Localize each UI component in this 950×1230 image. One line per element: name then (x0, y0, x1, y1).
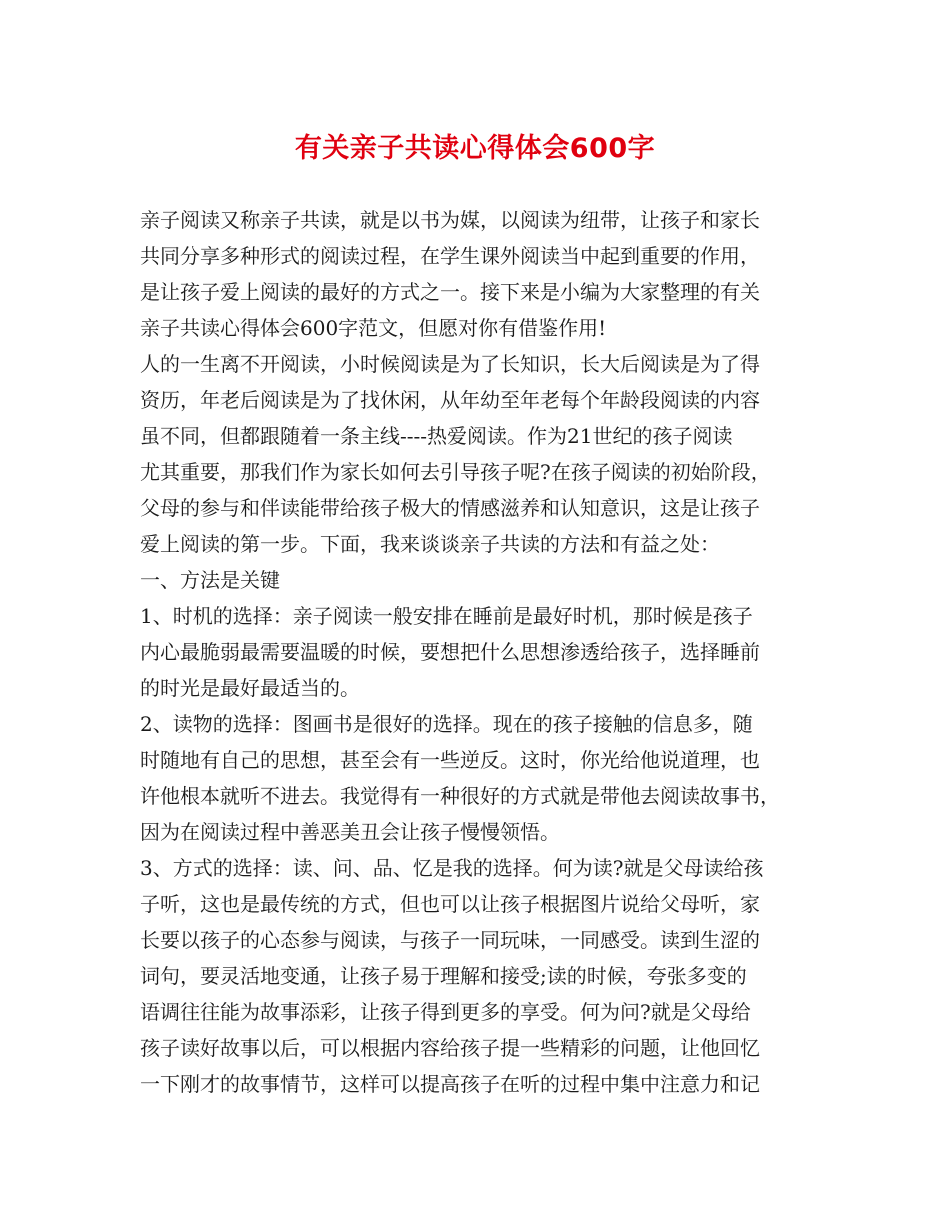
section-heading: 一、方法是关键 (140, 568, 280, 592)
text-line: 虽不同，但都跟随着一条主线----热爱阅读。作为21世纪的孩子阅读 (140, 424, 733, 448)
text-line: 是让孩子爱上阅读的最好的方式之一。接下来是小编为大家整理的有关 (140, 280, 760, 304)
text-line: 亲子共读心得体会600字范文，但愿对你有借鉴作用! (140, 316, 607, 340)
text-line: 3、方式的选择：读、问、品、忆是我的选择。何为读?就是父母读给孩 (140, 856, 764, 880)
text-line: 爱上阅读的第一步。下面，我来谈谈亲子共读的方法和有益之处： (140, 532, 720, 556)
text-line: 的时光是最好最适当的。 (140, 676, 360, 700)
text-line: 孩子读好故事以后，可以根据内容给孩子提一些精彩的问题，让他回忆 (140, 1036, 760, 1060)
text-line: 亲子阅读又称亲子共读，就是以书为媒，以阅读为纽带，让孩子和家长 (140, 208, 760, 232)
text-line: 2、读物的选择：图画书是很好的选择。现在的孩子接触的信息多，随 (140, 712, 753, 736)
text-line: 父母的参与和伴读能带给孩子极大的情感滋养和认知意识，这是让孩子 (140, 496, 760, 520)
text-line: 一下刚才的故事情节，这样可以提高孩子在听的过程中集中注意力和记 (140, 1072, 760, 1096)
text-line: 人的一生离不开阅读，小时候阅读是为了长知识，长大后阅读是为了得 (140, 352, 760, 376)
text-line: 因为在阅读过程中善恶美丑会让孩子慢慢领悟。 (140, 820, 560, 844)
text-line: 子听，这也是最传统的方式，但也可以让孩子根据图片说给父母听，家 (140, 892, 760, 916)
text-line: 内心最脆弱最需要温暖的时候，要想把什么思想渗透给孩子，选择睡前 (140, 640, 760, 664)
text-line: 长要以孩子的心态参与阅读，与孩子一同玩味，一同感受。读到生涩的 (140, 928, 760, 952)
text-line: 词句，要灵活地变通，让孩子易于理解和接受;读的时候，夸张多变的 (140, 964, 747, 988)
text-line: 资历，年老后阅读是为了找休闲，从年幼至年老每个年龄段阅读的内容 (140, 388, 760, 412)
text-line: 1、时机的选择：亲子阅读一般安排在睡前是最好时机，那时候是孩子 (140, 604, 753, 628)
text-line: 时随地有自己的思想，甚至会有一些逆反。这时，你光给他说道理，也 (140, 748, 760, 772)
text-line: 共同分享多种形式的阅读过程，在学生课外阅读当中起到重要的作用， (140, 244, 760, 268)
document-title: 有关亲子共读心得体会600字 (294, 133, 656, 164)
text-line: 语调往往能为故事添彩，让孩子得到更多的享受。何为问?就是父母给 (140, 1000, 751, 1024)
document-body (140, 202, 820, 1102)
text-line: 尤其重要，那我们作为家长如何去引导孩子呢?在孩子阅读的初始阶段， (140, 460, 771, 484)
text-line: 许他根本就听不进去。我觉得有一种很好的方式就是带他去阅读故事书， (140, 784, 780, 808)
